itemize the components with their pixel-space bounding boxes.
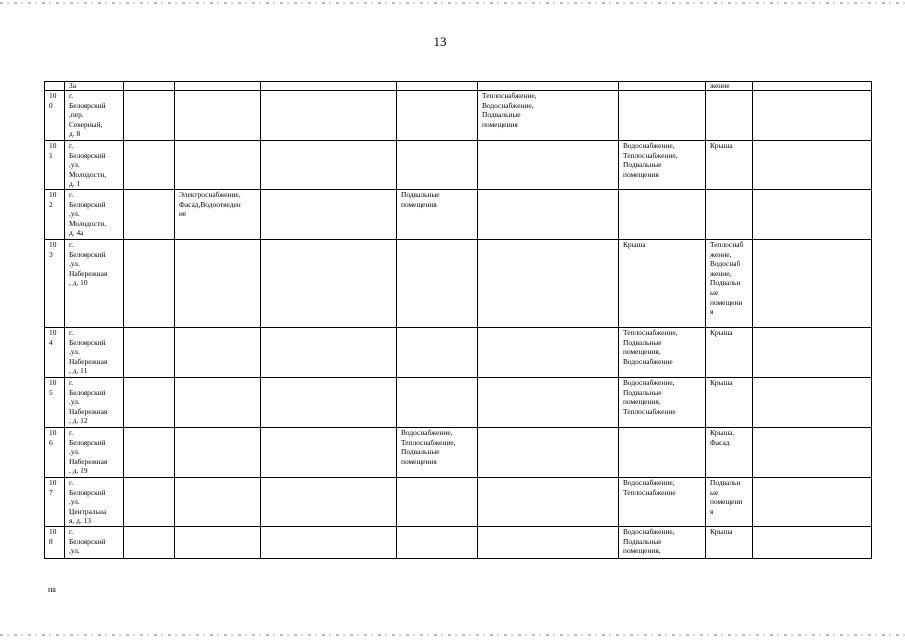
cell-address: г. Белоярский ,ул. Набережная , д. 12	[65, 378, 124, 428]
cell-c3	[261, 240, 397, 328]
cell-c1	[124, 91, 175, 141]
cell-c4	[397, 141, 478, 190]
cell-c2	[175, 527, 261, 559]
cell-c4: Водоснабжение, Теплоснабжение, Подвальные помещения	[397, 428, 478, 478]
cell-c2	[175, 428, 261, 478]
cell-c6	[619, 91, 706, 141]
cell-c8	[753, 91, 872, 141]
cell-c7	[706, 190, 753, 240]
cell-c8	[753, 141, 872, 190]
cell-num: 10 0	[45, 91, 65, 141]
cell-c4	[397, 378, 478, 428]
cell-c1	[124, 428, 175, 478]
scan-edge-top	[0, 2, 905, 4]
cell-c1	[124, 240, 175, 328]
repair-schedule-table	[44, 81, 872, 559]
cell-c4	[397, 240, 478, 328]
cell-c2: Электроснабжение, Фасад,Водоотведен ие	[175, 190, 261, 240]
cell-c6	[619, 190, 706, 240]
cell-c3	[261, 527, 397, 559]
cell-num: 10 6	[45, 428, 65, 478]
cell-c2	[175, 478, 261, 527]
cell-c5: Теплоснабжение, Водоснабжение, Подвальные помещения	[478, 91, 619, 141]
page-number: 13	[433, 34, 447, 49]
cell-c3	[261, 428, 397, 478]
cell-c1	[124, 141, 175, 190]
table-row	[45, 527, 872, 559]
cell-c7: Крыша	[706, 527, 753, 559]
cell-c8	[753, 240, 872, 328]
cell-c6: Водоснабжение, Подвальные помещения,	[619, 527, 706, 559]
cell-c5	[478, 527, 619, 559]
cell-num	[45, 82, 65, 91]
cell-c7: Крыша	[706, 328, 753, 378]
table-row	[45, 240, 872, 328]
cell-num: 10 5	[45, 378, 65, 428]
table-row	[45, 91, 872, 141]
cell-c8	[753, 428, 872, 478]
cell-empty	[175, 82, 261, 91]
cell-num: 10 1	[45, 141, 65, 190]
cell-c7: Крыша	[706, 141, 753, 190]
cell-address: г. Белоярский ,ул.	[65, 527, 124, 559]
cell-address: г. Белоярский ,ул. Набережная , д. 10	[65, 240, 124, 328]
cell-num: 10 7	[45, 478, 65, 527]
cell-c2	[175, 91, 261, 141]
cell-c7: Теплоснаб жение, Водоснаб жение, Подвальн ые помещени я	[706, 240, 753, 328]
cell-c4	[397, 328, 478, 378]
cell-empty	[124, 82, 175, 91]
cell-address: г. Белоярский ,ул. Молодости, д. 4а	[65, 190, 124, 240]
cell-c8	[753, 527, 872, 559]
cell-address: г. Белоярский ,пер. Северный, д. 8	[65, 91, 124, 141]
cell-empty	[619, 82, 706, 91]
cell-address: г. Белоярский ,ул. Молодости, д. 1	[65, 141, 124, 190]
cell-empty	[753, 82, 872, 91]
cell-c1	[124, 190, 175, 240]
cell-num: 10 2	[45, 190, 65, 240]
cell-c6: Водоснабжение, Теплоснабжение, Подвальные помещения	[619, 141, 706, 190]
table-row	[45, 378, 872, 428]
cell-c6: Крыша	[619, 240, 706, 328]
cell-c1	[124, 527, 175, 559]
cell-c3	[261, 91, 397, 141]
cell-c5	[478, 428, 619, 478]
cell-c6: Водоснабжение, Подвальные помещения, Теплоснабжение	[619, 378, 706, 428]
cell-address: г. Белоярский ,ул. Набережная , д. 11	[65, 328, 124, 378]
table-row	[45, 328, 872, 378]
cell-c8	[753, 378, 872, 428]
cell-c1	[124, 478, 175, 527]
cell-c5	[478, 328, 619, 378]
cell-empty	[478, 82, 619, 91]
scan-edge-bottom	[0, 634, 905, 636]
cell-c4: Подвальные помещения	[397, 190, 478, 240]
table-row	[45, 428, 872, 478]
table-row-continuation	[45, 82, 872, 91]
cell-c7: Крыша	[706, 378, 753, 428]
table-row	[45, 190, 872, 240]
cell-c8	[753, 190, 872, 240]
cell-c2	[175, 240, 261, 328]
footer-text: на	[48, 585, 56, 594]
table-row	[45, 478, 872, 527]
cell-c6: Теплоснабжение, Подвальные помещения, Водоснабжение	[619, 328, 706, 378]
cell-empty	[261, 82, 397, 91]
cell-c2	[175, 378, 261, 428]
cell-c2	[175, 141, 261, 190]
cell-address: г. Белоярский ,ул. Набережная , д. 19	[65, 428, 124, 478]
cell-c4	[397, 527, 478, 559]
cell-c3	[261, 141, 397, 190]
table-row	[45, 141, 872, 190]
cell-c3	[261, 328, 397, 378]
cell-c8	[753, 478, 872, 527]
cell-c4	[397, 478, 478, 527]
cell-address: За	[65, 82, 124, 91]
cell-c3	[261, 378, 397, 428]
cell-c4	[397, 91, 478, 141]
cell-col7: жение	[706, 82, 753, 91]
cell-c5	[478, 478, 619, 527]
cell-empty	[397, 82, 478, 91]
cell-c7	[706, 91, 753, 141]
cell-c1	[124, 378, 175, 428]
cell-num: 10 8	[45, 527, 65, 559]
cell-c5	[478, 378, 619, 428]
cell-c7: Крыша, Фасад	[706, 428, 753, 478]
cell-c3	[261, 190, 397, 240]
cell-c5	[478, 240, 619, 328]
cell-c6: Водоснабжение, Теплоснабжение	[619, 478, 706, 527]
cell-c3	[261, 478, 397, 527]
cell-c8	[753, 328, 872, 378]
cell-c5	[478, 141, 619, 190]
cell-num: 10 3	[45, 240, 65, 328]
cell-address: г. Белоярский ,ул. Центральна я, д. 13	[65, 478, 124, 527]
cell-c2	[175, 328, 261, 378]
cell-c7: Подвальн ые помещени я	[706, 478, 753, 527]
cell-c1	[124, 328, 175, 378]
cell-c5	[478, 190, 619, 240]
cell-c6	[619, 428, 706, 478]
cell-num: 10 4	[45, 328, 65, 378]
